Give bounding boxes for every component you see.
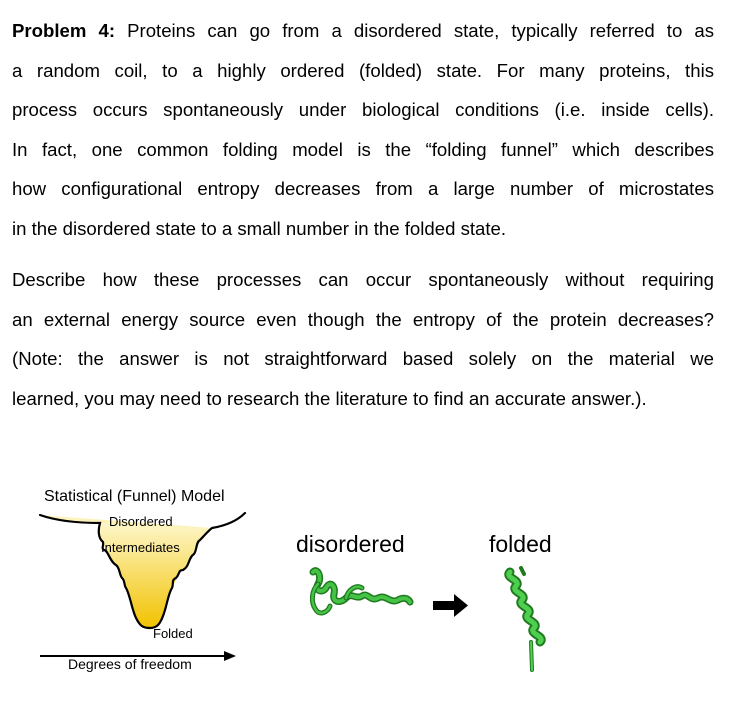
label-disordered: Disordered: [109, 514, 173, 529]
reaction-arrow: [433, 594, 468, 617]
paragraph-line: Describe how these processes can occur spontaneously without requiring: [12, 269, 714, 290]
paragraph-line: In fact, one common folding model is the “folding funnel” which describes: [12, 138, 714, 160]
state-label-folded: folded: [489, 531, 552, 557]
disordered-protein-graphic: [312, 571, 410, 613]
problem-heading: Problem 4:: [12, 20, 116, 41]
label-folded: Folded: [153, 626, 193, 641]
paragraph-line: in the disordered state to a small number in the folded state.: [12, 217, 507, 239]
state-label-disordered: disordered: [296, 531, 405, 557]
paragraph-line: process occurs spontaneously under biological conditions (i.e. inside cells).: [12, 99, 714, 121]
paragraph-line: Problem 4: Proteins can go from a disordered state, typically referred to as: [12, 20, 714, 41]
paragraph-line: learned, you may need to research the literature to find an accurate answer.).: [12, 387, 647, 409]
axis-label: Degrees of freedom: [68, 656, 192, 672]
paragraph-line: an external energy source even though the entropy of the protein decreases?: [12, 308, 714, 330]
folded-protein-graphic: [509, 568, 541, 670]
label-intermediates: Intermediates: [101, 540, 180, 555]
paragraph-line: (Note: the answer is not straightforward based solely on the material we: [12, 348, 714, 370]
figure-graphics: [0, 470, 744, 712]
problem-paragraph-1: [12, 11, 714, 249]
axis-arrowhead: [224, 651, 236, 661]
funnel-fill: [99, 523, 212, 628]
paragraph-line: how configurational entropy decreases from a large number of microstates: [12, 178, 714, 200]
protein-folding-figure: [0, 470, 744, 712]
paragraph-line: a random coil, to a highly ordered (folded) state. For many proteins, this: [12, 59, 714, 81]
problem-paragraph-2: [12, 260, 714, 418]
funnel-title: Statistical (Funnel) Model: [44, 488, 225, 505]
